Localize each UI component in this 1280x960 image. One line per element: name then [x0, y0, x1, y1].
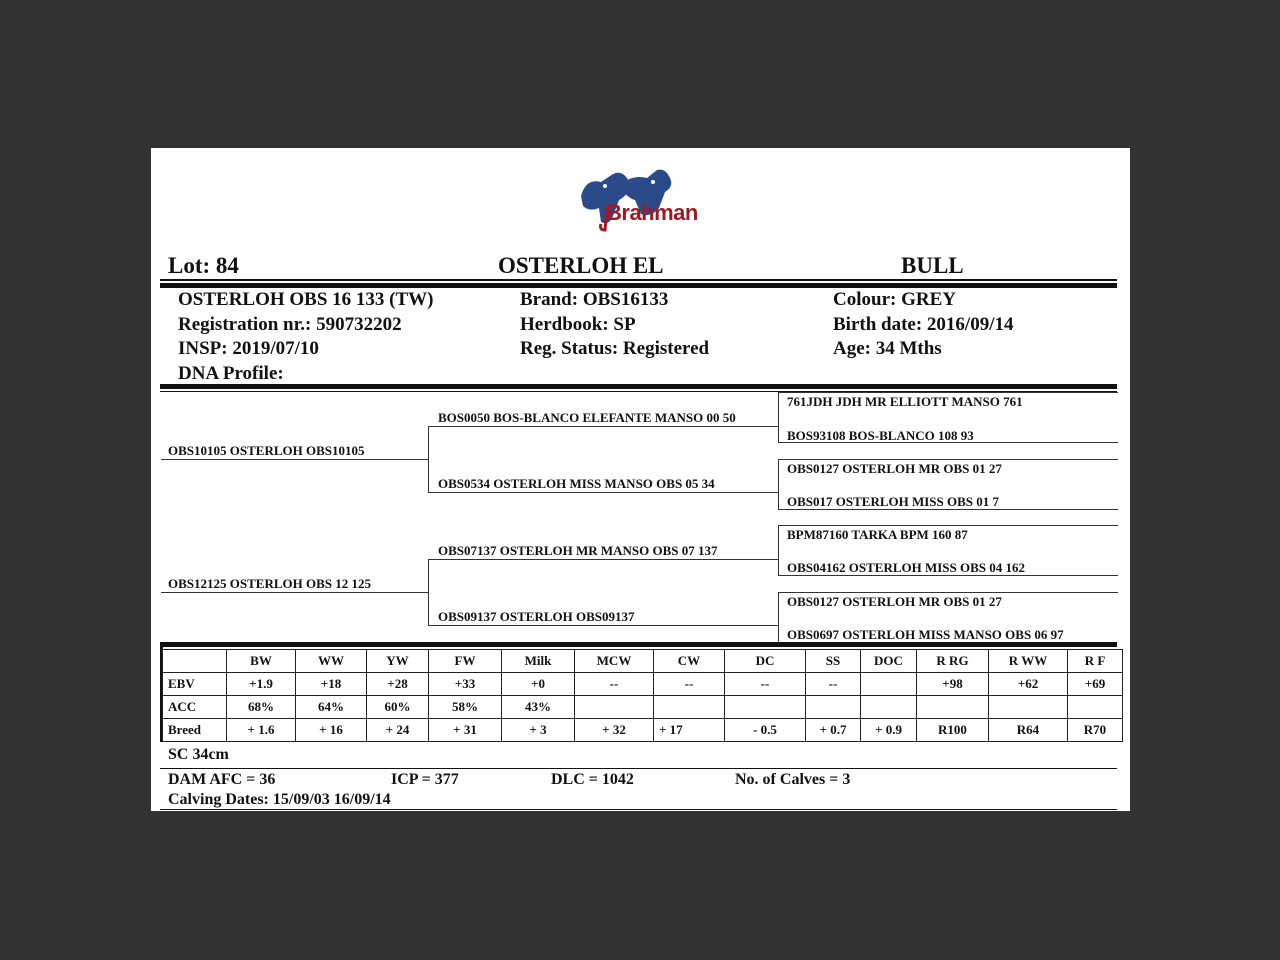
table-cell: + 17 [654, 719, 725, 742]
info-line: Brand: OBS16133 [520, 289, 669, 310]
calving-dates: Calving Dates: 15/09/03 16/09/14 [168, 791, 391, 808]
table-cell: +0 [502, 673, 575, 696]
table-cell: +1.9 [227, 673, 296, 696]
info-line: Birth date: 2016/09/14 [833, 313, 1014, 335]
pedigree-grandparent: OBS0534 OSTERLOH MISS MANSO OBS 05 34 [438, 476, 715, 491]
table-cell [806, 696, 861, 719]
table-cell: 64% [296, 696, 367, 719]
table-header-cell: R RG [917, 650, 989, 673]
info-col-brand [520, 288, 709, 362]
pedigree-great-grandparent: BPM87160 TARKA BPM 160 87 [787, 527, 968, 542]
pedigree-line [778, 459, 1118, 460]
table-cell [1068, 696, 1123, 719]
table-header-cell [163, 650, 227, 673]
pedigree-great-grandparent: OBS0127 OSTERLOH MR OBS 01 27 [787, 594, 1002, 609]
ebv-table [162, 649, 1123, 742]
dam-afc: DAM AFC = 36 [168, 771, 276, 788]
bottom-divider [160, 809, 1117, 810]
table-cell: +28 [367, 673, 429, 696]
table-header-cell: YW [367, 650, 429, 673]
pedigree-line [778, 592, 779, 642]
dam-calves: No. of Calves = 3 [735, 771, 851, 788]
table-cell: + 16 [296, 719, 367, 742]
table-cell: + 24 [367, 719, 429, 742]
animal-sex: BULL [901, 253, 964, 278]
pedigree-line [778, 392, 779, 442]
table-header-cell: Milk [502, 650, 575, 673]
table-cell: R64 [989, 719, 1068, 742]
table-cell [917, 696, 989, 719]
table-cell: 68% [227, 696, 296, 719]
table-cell [654, 696, 725, 719]
table-cell: -- [806, 673, 861, 696]
table-cell: -- [654, 673, 725, 696]
animal-name: OSTERLOH EL [498, 253, 664, 278]
table-cell: -- [725, 673, 806, 696]
table-cell: Breed [163, 719, 227, 742]
pedigree-great-grandparent: OBS0127 OSTERLOH MR OBS 01 27 [787, 461, 1002, 476]
info-col-colour [833, 288, 1014, 362]
info-col-identity [178, 288, 434, 386]
info-divider-thick [160, 384, 1117, 389]
table-header-cell: R WW [989, 650, 1068, 673]
table-cell [575, 696, 654, 719]
pedigree-great-grandparent: BOS93108 BOS-BLANCO 108 93 [787, 428, 974, 443]
table-cell: +69 [1068, 673, 1123, 696]
table-header-cell: DC [725, 650, 806, 673]
table-row [163, 673, 1123, 696]
table-cell [861, 673, 917, 696]
sc-divider [160, 768, 1117, 769]
header-divider [160, 279, 1117, 281]
table-cell: + 0.7 [806, 719, 861, 742]
lot-number: Lot: 84 [168, 253, 239, 278]
table-header-cell: CW [654, 650, 725, 673]
table-cell: R100 [917, 719, 989, 742]
info-line: OSTERLOH OBS 16 133 (TW) [178, 289, 434, 310]
info-line: Age: 34 Mths [833, 338, 942, 359]
pedigree-line [778, 592, 1118, 593]
table-cell [725, 696, 806, 719]
table-header-cell: R F [1068, 650, 1123, 673]
pedigree-great-grandparent: OBS04162 OSTERLOH MISS OBS 04 162 [787, 560, 1026, 575]
table-cell: + 0.9 [861, 719, 917, 742]
pedigree-line [778, 525, 779, 575]
table-cell: +62 [989, 673, 1068, 696]
table-cell: + 1.6 [227, 719, 296, 742]
pedigree-divider-thick [160, 642, 1117, 647]
info-line: INSP: 2019/07/10 [178, 338, 319, 359]
table-cell: + 3 [502, 719, 575, 742]
table-header-cell: SS [806, 650, 861, 673]
table-cell: 58% [429, 696, 502, 719]
info-line: Registration nr.: 590732202 [178, 313, 402, 335]
pedigree-sire: OBS10105 OSTERLOH OBS10105 [168, 443, 365, 458]
pedigree-grandparent: OBS09137 OSTERLOH OBS09137 [438, 609, 635, 624]
table-cell: + 32 [575, 719, 654, 742]
table-cell: R70 [1068, 719, 1123, 742]
animal-card [151, 148, 1130, 811]
pedigree-line [161, 459, 428, 460]
pedigree-line [428, 625, 778, 626]
table-cell: -- [575, 673, 654, 696]
table-cell: EBV [163, 673, 227, 696]
pedigree-line [428, 492, 778, 493]
pedigree-line [428, 559, 778, 560]
dam-dlc: DLC = 1042 [551, 771, 634, 788]
table-cell [989, 696, 1068, 719]
info-line: Reg. Status: Registered [520, 338, 710, 359]
table-header-cell: FW [429, 650, 502, 673]
table-header-cell: BW [227, 650, 296, 673]
table-cell: ACC [163, 696, 227, 719]
table-cell: + 31 [429, 719, 502, 742]
table-header-cell: MCW [575, 650, 654, 673]
table-cell: 60% [367, 696, 429, 719]
table-cell: +18 [296, 673, 367, 696]
pedigree-line [428, 426, 429, 492]
pedigree-line [428, 559, 429, 626]
table-header-cell: WW [296, 650, 367, 673]
info-line: Colour: GREY [833, 289, 956, 310]
logo-text: Brahman [606, 200, 698, 225]
table-row [163, 719, 1123, 742]
table-cell: - 0.5 [725, 719, 806, 742]
table-cell: +33 [429, 673, 502, 696]
pedigree-line [428, 426, 778, 427]
table-cell [861, 696, 917, 719]
table-row [163, 696, 1123, 719]
pedigree-great-grandparent: OBS0697 OSTERLOH MISS MANSO OBS 06 97 [787, 627, 1064, 642]
info-line: Herdbook: SP [520, 313, 636, 335]
pedigree-great-grandparent: 761JDH JDH MR ELLIOTT MANSO 761 [787, 394, 1023, 409]
pedigree-grandparent: BOS0050 BOS-BLANCO ELEFANTE MANSO 00 50 [438, 410, 736, 425]
pedigree-dam: OBS12125 OSTERLOH OBS 12 125 [168, 576, 371, 591]
table-cell: 43% [502, 696, 575, 719]
info-line: DNA Profile: [178, 362, 284, 384]
pedigree-line [778, 459, 779, 509]
table-header-cell: DOC [861, 650, 917, 673]
pedigree-line [778, 392, 1118, 393]
pedigree-grandparent: OBS07137 OSTERLOH MR MANSO OBS 07 137 [438, 543, 718, 558]
scrotal-circumference: SC 34cm [168, 746, 229, 763]
pedigree-line [161, 592, 428, 593]
dam-icp: ICP = 377 [391, 771, 459, 788]
table-cell: +98 [917, 673, 989, 696]
table-header-row [163, 650, 1123, 673]
pedigree-great-grandparent: OBS017 OSTERLOH MISS OBS 01 7 [787, 494, 1000, 509]
pedigree-line [778, 525, 1118, 526]
